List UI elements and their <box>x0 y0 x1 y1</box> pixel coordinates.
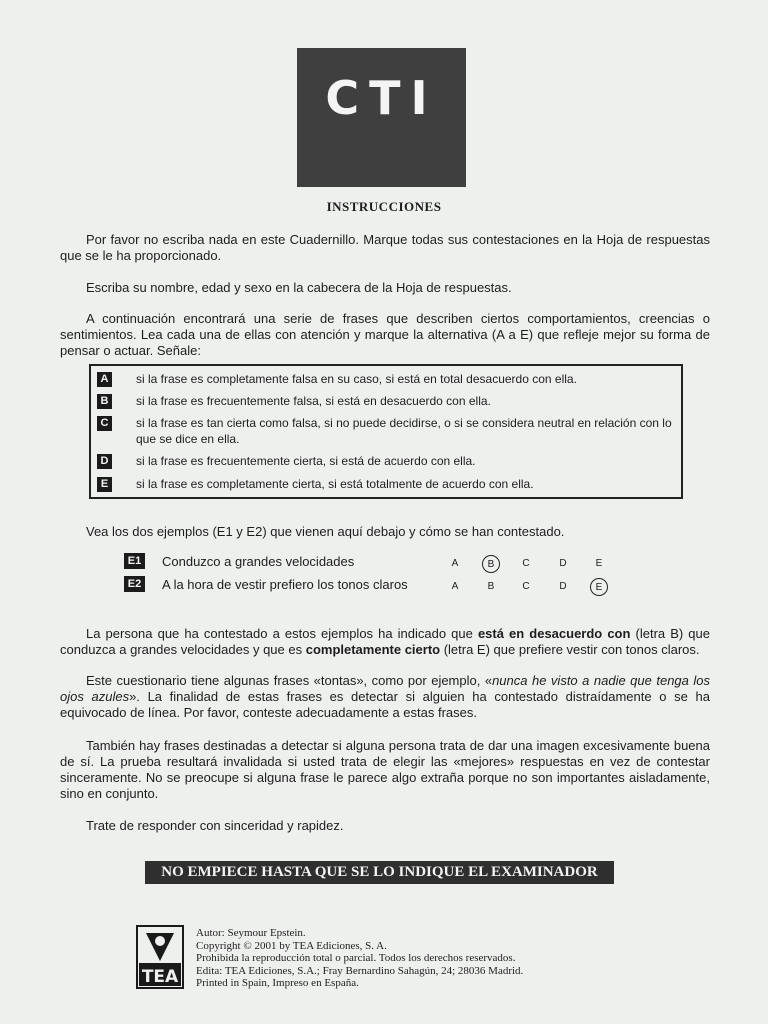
examples-intro: Vea los dos ejemplos (E1 y E2) que vienen aquí debajo y cómo se han contestado. <box>86 524 565 539</box>
tea-logo <box>136 925 184 989</box>
closing-paragraph: Trate de responder con sinceridad y rapidez. <box>86 818 344 833</box>
option-b <box>97 393 673 409</box>
example-alternative: A <box>451 581 459 592</box>
tea-logo-text: TEA <box>141 967 179 987</box>
example-alternative: D <box>559 558 567 569</box>
example-text: Conduzco a grandes velocidades <box>162 554 355 569</box>
instruction-paragraph-3: A continuación encontrará una serie de frases que describen ciertos comportamientos, creencias o sentimientos. Lea cada una de ellas con atención y marque la alternativa (A a E) que refleje mejor su forma de pensar o actuar. Señale: <box>60 311 710 358</box>
option-text: si la frase es completamente cierta, si está totalmente de acuerdo con ella. <box>136 477 534 491</box>
explanation-text: La persona que ha contestado a estos ejemplos ha indicado que <box>86 626 478 641</box>
example-alternative: C <box>522 558 530 569</box>
example-alternative-selected: B <box>482 555 500 573</box>
option-text: si la frase es frecuentemente falsa, si está en desacuerdo con ella. <box>136 394 491 408</box>
option-letter: A <box>97 372 112 387</box>
option-letter: C <box>97 416 112 431</box>
example-text: A la hora de vestir prefiero los tonos claros <box>162 577 408 592</box>
paragraph-text: Este cuestionario tiene algunas frases «tontas», como por ejemplo, « <box>86 673 493 688</box>
explanation-bold: está en desacuerdo con <box>477 626 631 641</box>
credit-author: Autor: Seymour Epstein. <box>196 927 306 939</box>
explanation-text: (letra E) que prefiere vestir con tonos claros. <box>440 642 700 657</box>
example-tag: E2 <box>124 576 145 592</box>
answer-options-box <box>89 364 683 499</box>
example-quote: nunca he visto a nadie que tenga los ojos azules <box>60 673 710 704</box>
control-items-paragraph <box>60 673 710 721</box>
example-alternative: B <box>487 581 495 592</box>
option-text: si la frase es tan cierta como falsa, si no puede decidirse, o si se considera neutral en relación con lo que se dice en ella. <box>136 416 672 446</box>
explanation-bold: completamente cierto <box>305 642 441 657</box>
start-warning-banner: NO EMPIECE HASTA QUE SE LO INDIQUE EL EXAMINADOR <box>145 861 614 884</box>
option-e <box>97 476 673 492</box>
option-letter: D <box>97 454 112 469</box>
cti-logo: CTI <box>297 48 466 187</box>
option-text: si la frase es frecuentemente cierta, si está de acuerdo con ella. <box>136 454 476 468</box>
option-a <box>97 371 673 387</box>
option-text: si la frase es completamente falsa en su caso, si está en total desacuerdo con ella. <box>136 372 577 386</box>
example-alternative: A <box>451 558 459 569</box>
option-d <box>97 453 673 469</box>
explanation-text: (letra B) que conduzca a grandes velocidades y que es <box>60 626 710 657</box>
option-c <box>97 415 673 447</box>
option-letter: E <box>97 477 112 492</box>
example-tag: E1 <box>124 553 145 569</box>
credit-rights: Prohibida la reproducción total o parcial. Todos los derechos reservados. <box>196 952 516 964</box>
explanation-paragraph <box>60 626 710 658</box>
example-row-e1 <box>124 553 624 571</box>
example-alternative: D <box>559 581 567 592</box>
credits-block <box>196 927 636 990</box>
example-alternative: E <box>595 558 603 569</box>
example-alternative-selected: E <box>590 578 608 596</box>
credit-publisher: Edita: TEA Ediciones, S.A.; Fray Bernardino Sahagún, 24; 28036 Madrid. <box>196 964 524 977</box>
example-alternative: C <box>522 581 530 592</box>
page-title: INSTRUCCIONES <box>326 199 442 214</box>
sincerity-paragraph: También hay frases destinadas a detectar si alguna persona trata de dar una imagen excesivamente buena de sí. La prueba resultará invalidada si usted trata de elegir las «mejores» respuestas en vez de contestar sinceramente. No se preocupe si alguna frase le parece algo extraña porque no son importantes aisladamente, sino en conjunto. <box>60 738 710 801</box>
instruction-paragraph-1: Por favor no escriba nada en este Cuadernillo. Marque todas sus contestaciones en la Hoja de respuestas que se le ha proporcionado. <box>60 232 710 263</box>
paragraph-text: ». La finalidad de estas frases es detectar si alguien ha contestado distraídamente o se ha equivocado de línea. Por favor, conteste adecuadamente a estas frases. <box>60 689 710 720</box>
option-letter: B <box>97 394 112 409</box>
credit-copyright: Copyright © 2001 by TEA Ediciones, S. A. <box>196 939 387 952</box>
credit-printed: Printed in Spain, Impreso en España. <box>196 977 359 989</box>
example-row-e2 <box>124 576 624 594</box>
instruction-paragraph-2: Escriba su nombre, edad y sexo en la cabecera de la Hoja de respuestas. <box>86 280 512 295</box>
